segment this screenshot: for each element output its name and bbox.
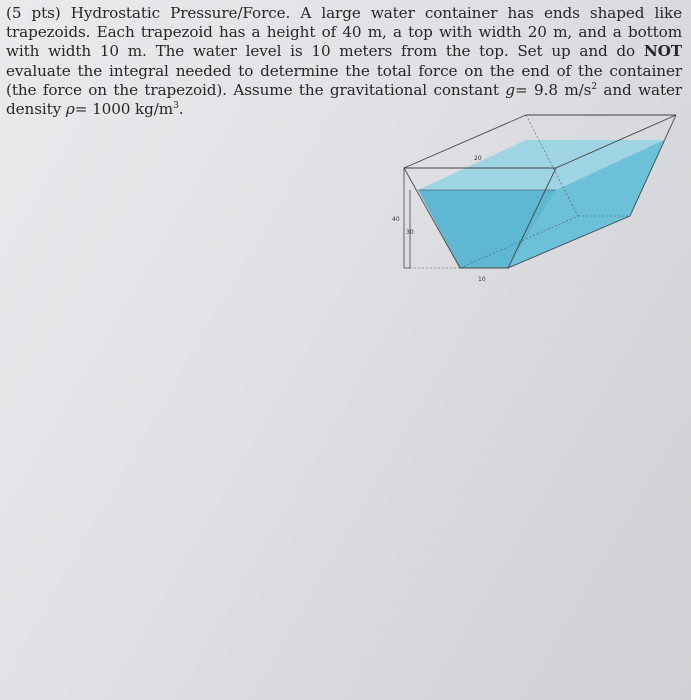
sentence-2: Each trapezoid has a height of 40 m, a top with width 20 m, and a bottom with width 10 m. xyxy=(6,23,682,61)
and-water-density: and water density xyxy=(6,80,683,119)
g-value: = 9.8 m/s xyxy=(515,80,592,99)
g-exponent: 2 xyxy=(591,81,597,92)
label-total-height: 40 xyxy=(392,216,400,223)
g-symbol: g xyxy=(505,80,515,99)
rho-exponent: 3 xyxy=(173,100,179,111)
sentence-5-start: Assume the gravitational constant xyxy=(233,80,499,99)
label-top-width: 20 xyxy=(474,155,482,162)
sentence-1: A large water container has ends shaped like trapezoids. xyxy=(6,4,682,42)
sentence-4-end: evaluate the integral needed to determine the total force on the end of the container (the force on the trapezoid). xyxy=(6,61,682,99)
problem-title: Hydrostatic Pressure/Force. xyxy=(70,4,291,22)
problem-statement xyxy=(6,4,682,119)
container-figure xyxy=(390,108,685,293)
not-emphasis: NOT xyxy=(643,42,682,61)
label-water-height: 30 xyxy=(406,229,414,236)
final-period: . xyxy=(178,100,184,119)
sentence-4-start: Set up and do xyxy=(517,42,636,61)
points-label: (5 pts) xyxy=(6,4,61,22)
sentence-3: The water level is 10 meters from the top. xyxy=(155,42,509,61)
container-diagram xyxy=(390,108,685,293)
rho-symbol: ρ xyxy=(65,100,75,119)
label-bottom-width: 10 xyxy=(478,276,486,283)
rho-value: = 1000 kg/m xyxy=(74,100,174,119)
